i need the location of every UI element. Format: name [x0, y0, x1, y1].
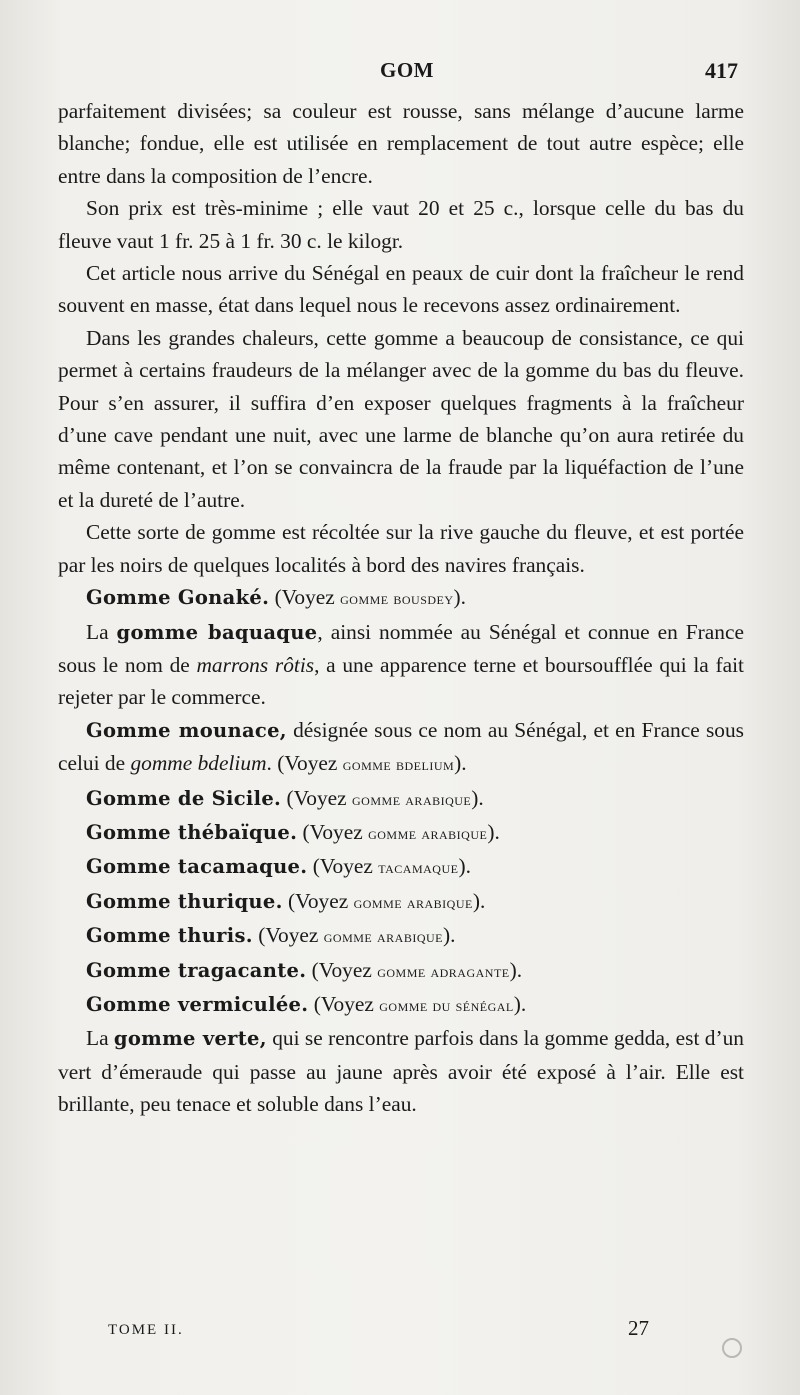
entry-italic: marrons rôtis	[196, 652, 315, 677]
paragraph-fraud-test: Dans les grandes chaleurs, cette gomme a beaucoup de consistance, ce qui permet à certains fraudeurs de la mélanger avec de la gomme du bas du fleuve. Pour s’en assurer, il suffira d’en exposer quelques fragments à la fraîcheur d’une cave pendant une nuit, avec une larme de blanche qu’on aura retirée du même contenant, et l’on se convaincra de la fraude par la liquéfaction de l’une et la dureté de l’autre.	[58, 325, 744, 512]
index-entry	[58, 885, 744, 919]
entry-see-suffix: ).	[453, 585, 467, 610]
entry-see-prefix: (Voyez	[297, 819, 369, 844]
entry-term: Gomme mounace,	[86, 718, 287, 742]
entry-term: Gomme Gonaké.	[86, 586, 270, 610]
entry-see-suffix: ).	[513, 991, 527, 1016]
entry-term: Gomme thurique.	[86, 889, 283, 913]
ink-smudge	[722, 1338, 742, 1358]
sheet-number: 27	[628, 1316, 649, 1340]
entry-see-suffix: ).	[487, 819, 500, 844]
entry-see-ref: gomme bdelium	[342, 755, 455, 775]
entry-see-prefix: (Voyez	[306, 957, 378, 982]
entry-see-suffix: ).	[442, 923, 456, 948]
entry-term: Gomme de Sicile.	[86, 786, 282, 810]
text-block	[58, 95, 744, 1121]
index-entry	[58, 919, 744, 953]
entry-see-prefix: (Voyez	[308, 991, 380, 1016]
paragraph-origin: Cet article nous arrive du Sénégal en peaux de cuir dont la fraîcheur le rend souvent en masse, état dans lequel nous le recevons assez ordinairement.	[58, 261, 744, 318]
entry-term: gomme baquaque	[116, 620, 318, 644]
index-entry	[58, 782, 744, 816]
index-entry	[58, 954, 744, 988]
volume-signature: TOME II.	[108, 1322, 184, 1338]
page-number: 417	[705, 58, 738, 83]
entry-see-prefix: (Voyez	[307, 854, 379, 879]
entry-see-ref: gomme arabique	[352, 789, 472, 809]
entry-term: gomme verte,	[113, 1027, 267, 1051]
paragraph-harvest: Cette sorte de gomme est récoltée sur la rive gauche du fleuve, et est portée par les noirs de quelques localités à bord des navires français.	[58, 520, 744, 577]
entry-suffix: , a une apparence terne et boursoufflée qui la fait rejeter par le commerce.	[58, 652, 744, 710]
entry-see-prefix: (Voyez	[252, 923, 324, 948]
entry-see-prefix: (Voyez	[274, 585, 341, 610]
entry-see-ref: gomme adragante	[377, 961, 510, 981]
entry-italic: gomme bdelium	[130, 751, 267, 776]
entry-see-ref: tacamaque	[378, 858, 459, 878]
entry-see-suffix: ).	[458, 854, 471, 879]
index-entry	[58, 850, 744, 884]
entry-see-suffix: ).	[472, 888, 486, 913]
entry-prefix: La	[86, 619, 117, 644]
entry-see-ref: gomme arabique	[323, 927, 443, 947]
entry-see-ref: gomme arabique	[368, 823, 488, 843]
entry-gomme-baquaque	[58, 616, 744, 714]
entry-gomme-mounace	[58, 714, 744, 782]
index-entries	[58, 782, 744, 1023]
entry-term: Gomme tragacante.	[86, 958, 307, 982]
entry-gomme-gonake	[58, 581, 744, 615]
entry-term: Gomme thuris.	[86, 924, 253, 948]
entry-text: désignée sous ce nom au Sénégal, et en France sous celui de	[58, 717, 744, 776]
entry-see-ref: gomme bousdey	[340, 589, 454, 609]
entry-prefix: La	[86, 1026, 114, 1051]
page-header	[58, 58, 742, 92]
entry-see-ref: gomme du sénégal	[379, 995, 514, 1015]
page-footer	[108, 1316, 668, 1346]
entry-gomme-verte	[58, 1022, 744, 1120]
entry-see-ref: gomme arabique	[353, 892, 473, 912]
index-entry	[58, 816, 744, 850]
entry-see-suffix: ).	[471, 785, 484, 810]
index-entry	[58, 988, 744, 1022]
entry-see-prefix: . (Voyez	[266, 751, 343, 776]
running-head: GOM	[380, 58, 434, 82]
entry-text: qui se rencontre parfois dans la gomme gedda, est d’un vert d’émeraude qui passe au jaune après avoir été exposé à l’air. Elle est brillante, peu tenace et soluble dans l’eau.	[58, 1026, 744, 1117]
entry-see-suffix: ).	[454, 751, 467, 776]
entry-see-prefix: (Voyez	[282, 888, 354, 913]
entry-see-prefix: (Voyez	[281, 785, 353, 810]
entry-text: , ainsi nommée au Sénégal et connue en France sous le nom de	[58, 619, 744, 677]
paragraph-price: Son prix est très-minime ; elle vaut 20 et 25 c., lorsque celle du bas du fleuve vaut 1 fr. 25 à 1 fr. 30 c. le kilogr.	[58, 196, 744, 253]
entry-term: Gomme thébaïque.	[86, 820, 298, 844]
entry-see-suffix: ).	[509, 957, 523, 982]
paragraph-continuation: parfaitement divisées; sa couleur est rousse, sans mélange d’aucune larme blanche; fondue, elle est utilisée en remplacement de tout autre espèce; elle entre dans la composition de l’encre.	[58, 99, 744, 188]
entry-term: Gomme tacamaque.	[86, 855, 308, 879]
entry-term: Gomme vermiculée.	[86, 992, 309, 1016]
